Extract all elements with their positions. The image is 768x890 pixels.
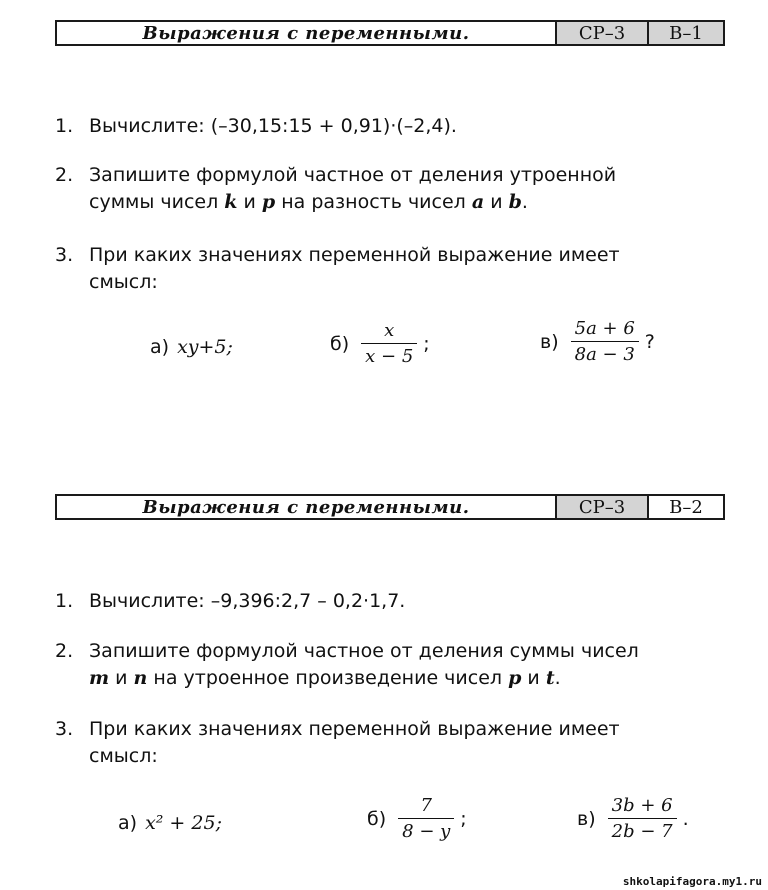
fraction xyxy=(398,795,454,842)
task-text-line2 xyxy=(55,189,735,216)
numerator: 5a + 6 xyxy=(574,318,635,339)
numerator: 3b + 6 xyxy=(611,795,673,816)
v1-option-a xyxy=(150,336,233,358)
task-number: 1. xyxy=(55,590,74,612)
v2-task3 xyxy=(55,716,735,770)
var-n: n xyxy=(133,667,148,689)
task-text-line1: При каких значениях переменной выражение имеет xyxy=(89,244,620,266)
v2-task2 xyxy=(55,638,735,692)
header-title: Выражения с переменными. xyxy=(57,496,557,518)
v2-task1 xyxy=(55,588,735,615)
option-label: б) xyxy=(367,807,387,830)
text-part: и xyxy=(521,667,546,689)
task-text-line1: При каких значениях переменной выражение имеет xyxy=(89,718,620,740)
task-text-line2: смысл: xyxy=(89,745,158,767)
v1-task2 xyxy=(55,162,735,216)
v2-option-a xyxy=(118,812,222,834)
var-a: a xyxy=(471,191,485,213)
task-text-line1: Запишите формулой частное от деления утроенной xyxy=(89,164,617,186)
header-variant: В–1 xyxy=(649,22,723,44)
var-p: p xyxy=(261,191,276,213)
site-footer: shkolapifagora.my1.ru xyxy=(622,875,762,888)
task-text-line1: Запишите формулой частное от деления суммы чисел xyxy=(89,640,639,662)
text-part: на разность чисел xyxy=(275,191,472,213)
task-number: 2. xyxy=(55,164,74,186)
denominator: 8 − y xyxy=(398,818,454,842)
option-tail: ; xyxy=(460,807,467,830)
numerator: x xyxy=(384,320,395,341)
option-label: б) xyxy=(330,332,350,355)
text-part: суммы чисел xyxy=(89,191,225,213)
numerator: 7 xyxy=(420,795,432,816)
text-part: . xyxy=(554,667,561,689)
v2-option-b xyxy=(367,795,467,842)
option-tail: ? xyxy=(644,330,655,353)
task-number: 1. xyxy=(55,115,74,137)
denominator: 2b − 7 xyxy=(608,818,677,842)
text-part: и xyxy=(237,191,262,213)
var-p: p xyxy=(508,667,522,689)
task-text: Вычислите: (–30,15:15 + 0,91)·(–2,4). xyxy=(89,115,457,137)
var-k: k xyxy=(224,191,238,213)
header-title: Выражения с переменными. xyxy=(57,22,557,44)
header-variant: В–2 xyxy=(649,496,723,518)
task-number: 3. xyxy=(55,244,74,266)
option-label: в) xyxy=(577,807,596,830)
task-number: 3. xyxy=(55,718,74,740)
v1-task1 xyxy=(55,113,735,140)
v1-option-b xyxy=(330,320,430,367)
task-number: 2. xyxy=(55,640,74,662)
variant1-header xyxy=(55,20,725,46)
option-label: а) xyxy=(150,336,170,358)
var-b: b xyxy=(508,191,522,213)
header-code: СР–3 xyxy=(557,496,649,518)
header-code: СР–3 xyxy=(557,22,649,44)
fraction xyxy=(361,320,417,367)
variant2-header xyxy=(55,494,725,520)
text-part: . xyxy=(521,191,528,213)
option-expression: xy+5; xyxy=(177,336,233,358)
var-t: t xyxy=(545,667,555,689)
task-text: Вычислите: –9,396:2,7 – 0,2·1,7. xyxy=(89,590,406,612)
option-label: а) xyxy=(118,812,138,834)
v1-task3 xyxy=(55,242,735,296)
text-part: и xyxy=(109,667,134,689)
v1-option-c xyxy=(540,318,655,365)
task-text-line2: смысл: xyxy=(89,271,158,293)
denominator: x − 5 xyxy=(361,343,417,367)
option-expression: x² + 25; xyxy=(145,812,222,834)
denominator: 8a − 3 xyxy=(571,341,639,365)
v2-option-c xyxy=(577,795,689,842)
text-part: и xyxy=(484,191,509,213)
fraction xyxy=(608,795,677,842)
option-tail: . xyxy=(682,807,689,830)
option-tail: ; xyxy=(423,332,430,355)
text-part: на утроенное произведение чисел xyxy=(147,667,509,689)
var-m: m xyxy=(89,667,110,689)
option-label: в) xyxy=(540,330,559,353)
fraction xyxy=(571,318,639,365)
task-text-line2 xyxy=(55,665,735,692)
